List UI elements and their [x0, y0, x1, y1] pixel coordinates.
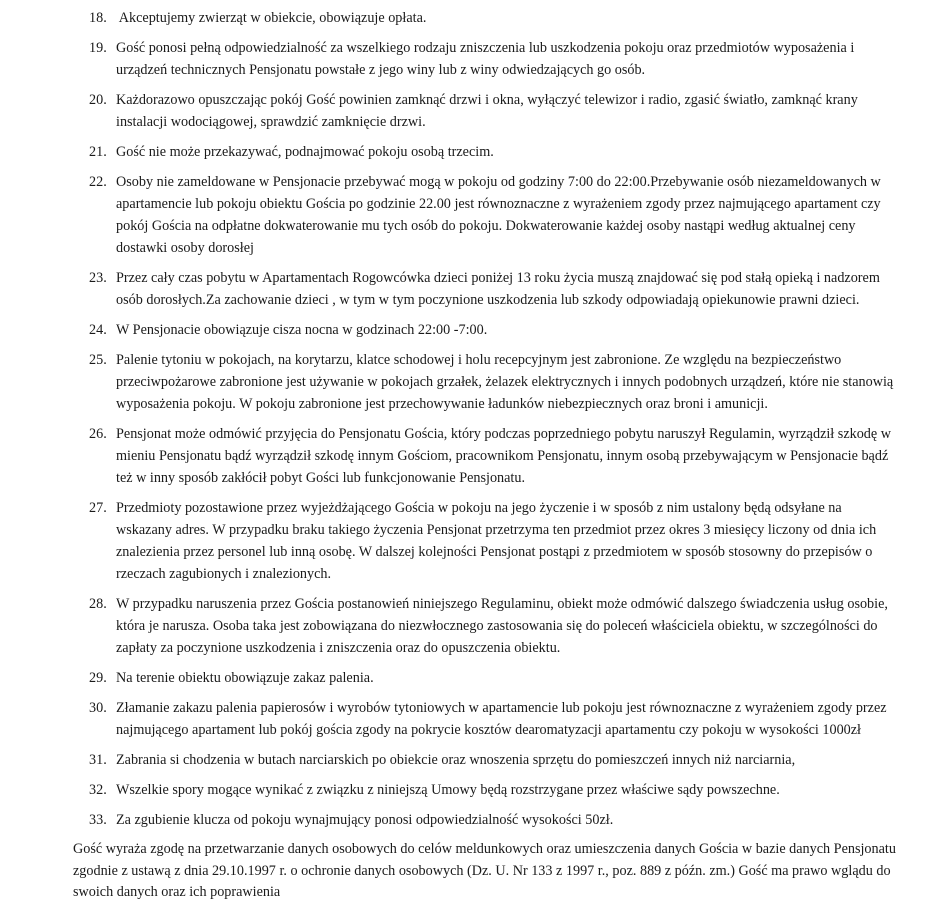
rule-21 — [0, 141, 940, 163]
rule-20 — [0, 89, 940, 133]
rule-number: 29. — [89, 670, 107, 686]
rule-text: Gość nie może przekazywać, podnajmować pokoju osobą trzecim. — [116, 144, 494, 160]
rule-text: W przypadku naruszenia przez Gościa postanowień niniejszego Regulaminu, obiekt może odmówić dalszego świadczenia usług osobie, która je narusza. Osoba taka jest zobowiązana do niezwłocznego zastosowania się do poleceń właściciela obiektu, w szczególności do zapłaty za poczynione uszkodzenia i zniszczenia oraz do opuszczenia obiektu. — [116, 596, 888, 656]
rule-30 — [0, 697, 940, 741]
rule-33 — [0, 809, 940, 831]
rule-number: 23. — [89, 270, 107, 286]
rule-text: Akceptujemy zwierząt w obiekcie, obowiązuje opłata. — [116, 10, 427, 26]
rule-text: Palenie tytoniu w pokojach, na korytarzu, klatce schodowej i holu recepcyjnym jest zabronione. Ze względu na bezpieczeństwo przeciwpożarowe zabronione jest używanie w pokojach grzałek, żelazek elektrycznych i innych podobnych urządzeń, które nie stanowią wyposażenia pokoju. W pokoju zabronione jest przechowywanie ładunków niebezpiecznych oraz broni i amunicji. — [116, 352, 894, 412]
rule-number: 31. — [89, 752, 107, 768]
rule-number: 32. — [89, 782, 107, 798]
rule-number: 24. — [89, 322, 107, 338]
rule-text: Przez cały czas pobytu w Apartamentach Rogowcówka dzieci poniżej 13 roku życia muszą znajdować się pod stałą opieką i nadzorem osób dorosłych.Za zachowanie dzieci , w tym w tym poczynione uszkodzenia lub szkody odpowiadają opiekunowie prawni dzieci. — [116, 270, 880, 308]
rule-25 — [0, 349, 940, 415]
rule-number: 25. — [89, 352, 107, 368]
data-consent-paragraph: Gość wyraża zgodę na przetwarzanie danych osobowych do celów meldunkowych oraz umieszczenia danych Gościa w bazie danych Pensjonatu zgodnie z ustawą z dnia 29.10.1997 r. o ochronie danych osobowych (Dz. U. Nr 133 z 1997 r., poz. 889 z późn. zm.) Gość ma prawo wglądu do swoich danych oraz ich poprawienia — [73, 841, 896, 900]
rule-31 — [0, 749, 940, 771]
rule-number: 18. — [89, 10, 107, 26]
rule-text: Złamanie zakazu palenia papierosów i wyrobów tytoniowych w apartamencie lub pokoju jest równoznaczne z wyrażeniem zgody przez najmującego apartament lub pokój gościa zgody na pokrycie kosztów dearomatyzacji apartamentu czy pokoju w wysokości 1000zł — [116, 700, 887, 738]
rule-24 — [0, 319, 940, 341]
rule-text: Gość ponosi pełną odpowiedzialność za wszelkiego rodzaju zniszczenia lub uszkodzenia pokoju oraz przedmiotów wyposażenia i urządzeń technicznych Pensjonatu powstałe z jego winy lub z winy odwiedzających go osób. — [116, 40, 855, 78]
rule-text: Przedmioty pozostawione przez wyjeżdżającego Gościa w pokoju na jego życzenie i w sposób z nim ustalony będą odsyłane na wskazany adres. W przypadku braku takiego życzenia Pensjonat przetrzyma ten przedmiot przez okres 3 miesięcy liczony od dnia ich znalezienia przez personel lub inną osobę. W dalszej kolejności Pensjonat postąpi z przedmiotem w sposób stosowny do przepisów o rzeczach zagubionych i znalezionych. — [116, 500, 877, 582]
rule-number: 26. — [89, 426, 107, 442]
rule-22 — [0, 171, 940, 259]
rule-text: Za zgubienie klucza od pokoju wynajmujący ponosi odpowiedzialność wysokości 50zł. — [116, 812, 614, 828]
regulations-page — [0, 7, 940, 904]
rule-number: 22. — [89, 174, 107, 190]
rule-text: Wszelkie spory mogące wynikać z związku z niniejszą Umowy będą rozstrzygane przez właściwe sądy powszechne. — [116, 782, 780, 798]
rule-28 — [0, 593, 940, 659]
rule-number: 20. — [89, 92, 107, 108]
rule-29 — [0, 667, 940, 689]
rule-19 — [0, 37, 940, 81]
rule-number: 28. — [89, 596, 107, 612]
rule-text: W Pensjonacie obowiązuje cisza nocna w godzinach 22:00 -7:00. — [116, 322, 488, 338]
rule-number: 19. — [89, 40, 107, 56]
rule-text: Osoby nie zameldowane w Pensjonacie przebywać mogą w pokoju od godziny 7:00 do 22:00.Przebywanie osób niezameldowanych w apartamencie lub pokoju obiektu Gościa po godzinie 22.00 jest równoznaczne z wyrażeniem zgody przez najmującego apartament czy pokój Gościa na odpłatne dokwaterowanie mu tych osób do pokoju. Dokwaterowanie każdej osoby nastąpi według aktualnej ceny dostawki osoby dorosłej — [116, 174, 881, 256]
rule-text: Zabrania si chodzenia w butach narciarskich po obiekcie oraz wnoszenia sprzętu do pomieszczeń innych niż narciarnia, — [116, 752, 796, 768]
rule-number: 21. — [89, 144, 107, 160]
rule-number: 30. — [89, 700, 107, 716]
rule-23 — [0, 267, 940, 311]
rule-18 — [0, 7, 940, 29]
rule-26 — [0, 423, 940, 489]
rule-27 — [0, 497, 940, 585]
rule-32 — [0, 779, 940, 801]
rule-text: Każdorazowo opuszczając pokój Gość powinien zamknąć drzwi i okna, wyłączyć telewizor i radio, zgasić światło, zamknąć krany instalacji wodociągowej, sprawdzić zamknięcie drzwi. — [116, 92, 858, 130]
rule-number: 27. — [89, 500, 107, 516]
rule-number: 33. — [89, 812, 107, 828]
rule-text: Pensjonat może odmówić przyjęcia do Pensjonatu Gościa, który podczas poprzedniego pobytu naruszył Regulamin, wyrządził szkodę w mieniu Pensjonatu bądź wyrządził szkodę innym Gościom, pracownikom Pensjonatu, innym osobą przebywającym w Pensjonacie bądź też w inny sposób zakłócił pobyt Gości lub funkcjonowanie Pensjonatu. — [116, 426, 891, 486]
rule-text: Na terenie obiektu obowiązuje zakaz palenia. — [116, 670, 374, 686]
